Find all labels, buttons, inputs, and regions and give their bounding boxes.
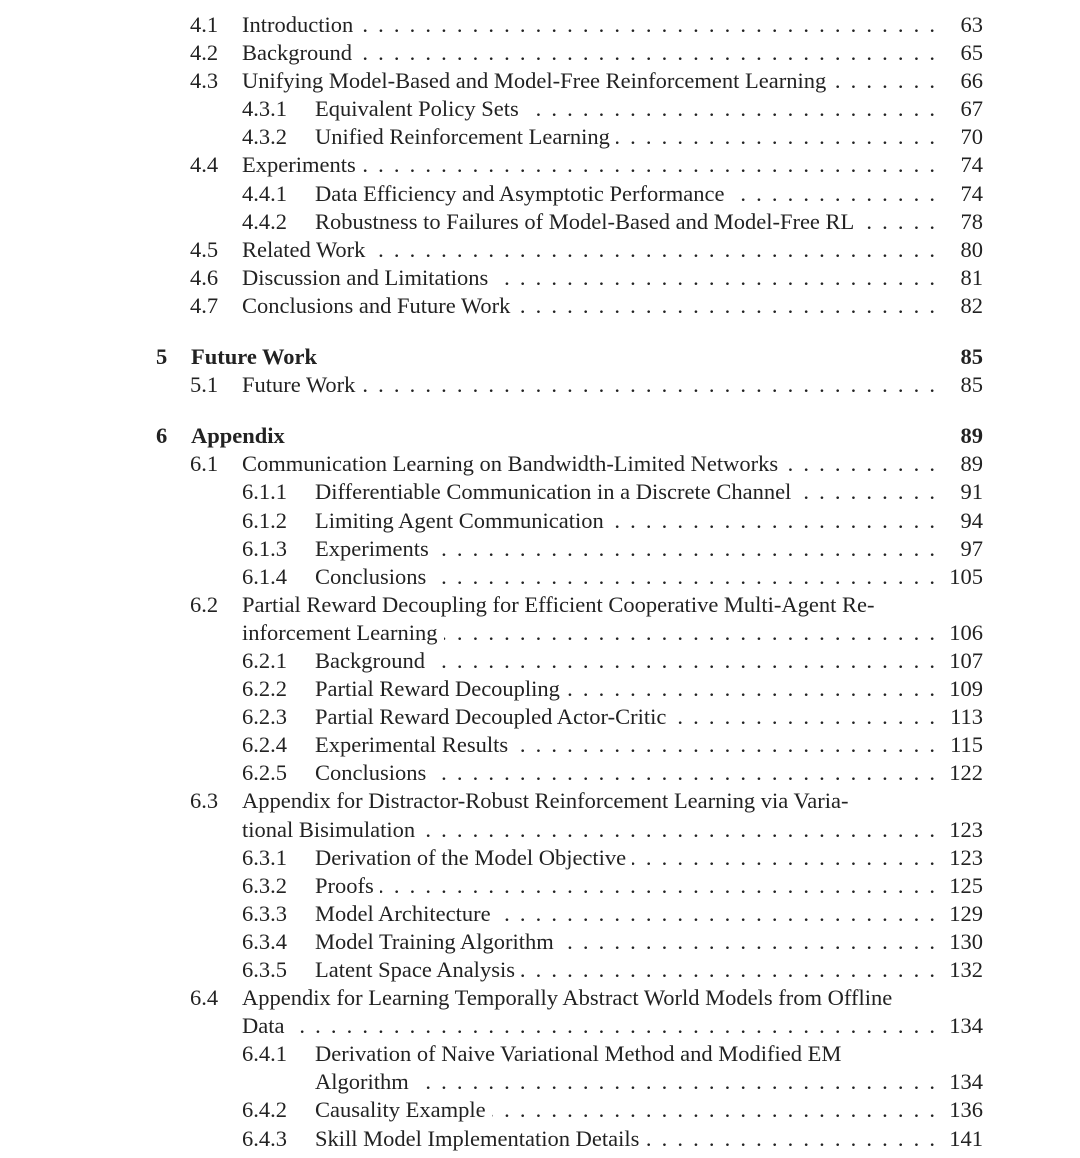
toc-subsection-entry[interactable] [0,1125,1080,1153]
toc-entry-title[interactable]: Limiting Agent Communication [315,507,604,533]
toc-entry-number: 6.1.3 [242,535,287,561]
toc-entry-title-line [315,647,935,675]
toc-entry-title-line [242,371,935,399]
toc-entry-title-line [315,1040,935,1068]
toc-entry-page[interactable]: 130 [949,928,983,954]
toc-entry-number: 4.1 [190,12,219,37]
toc-entry-number: 4.4 [190,152,219,178]
toc-subsection-entry[interactable] [0,956,1080,984]
toc-entry-number: 5.1 [190,372,219,398]
toc-entry-continuation[interactable] [0,1068,1080,1096]
toc-entry-title[interactable]: Differentiable Communication in a Discrete Channel [315,479,792,505]
toc-entry-number: 6.2.5 [242,760,287,786]
toc-section-entry[interactable] [0,39,1080,67]
toc-entry-page[interactable]: 134 [949,1013,983,1039]
toc-entry-title[interactable]: Partial Reward Decoupling [315,676,560,702]
toc-entry-number: 6.2.2 [242,676,287,702]
toc-entry-title[interactable]: Partial Reward Decoupling for Efficient Cooperative Multi-Agent Re- [242,591,875,617]
dot-leader [371,236,935,264]
toc-entry-title[interactable]: Communication Learning on Bandwidth-Limited Networks [242,451,779,477]
toc-entry-page[interactable]: 107 [949,647,983,673]
toc-section-entry[interactable] [0,264,1080,292]
toc-entry-title[interactable]: Introduction [242,12,354,37]
toc-section-entry[interactable] [0,236,1080,264]
toc-section-entry[interactable] [0,591,1080,619]
toc-entry-number: 6.4 [190,985,219,1011]
toc-section-entry[interactable] [0,11,1080,39]
toc-entry-page[interactable]: 141 [949,1125,983,1151]
toc-section-entry[interactable] [0,450,1080,478]
toc-entry-number: 6.1.2 [242,507,287,533]
toc-subsection-entry[interactable] [0,1040,1080,1068]
toc-entry-title-line [315,900,935,928]
toc-entry-page[interactable]: 85 [960,344,983,370]
toc-subsection-entry[interactable] [0,507,1080,535]
toc-subsection-entry[interactable] [0,759,1080,787]
toc-entry-title[interactable]: Robustness to Failures of Model-Based and Model-Free RL [315,208,855,234]
toc-section-entry[interactable] [0,67,1080,95]
toc-section-entry[interactable] [0,151,1080,179]
toc-entry-title-line [242,11,935,39]
toc-entry-title[interactable]: Conclusions and Future Work [242,292,511,318]
dot-leader [521,956,935,984]
toc-entry-page[interactable]: 67 [960,96,983,122]
toc-entry-title-line [315,1068,935,1096]
toc-entry-page[interactable]: 78 [960,208,983,234]
toc-entry-title-line [315,1096,935,1124]
toc-entry-title-line [315,872,935,900]
toc-entry-title-line [315,1125,935,1153]
toc-subsection-entry[interactable] [0,563,1080,591]
toc-entry-page[interactable]: 94 [960,507,983,533]
toc-entry-page[interactable]: 115 [950,732,983,758]
toc-entry-title-line [242,67,935,95]
dot-leader [415,1068,935,1096]
toc-entry-title-line [315,956,935,984]
dot-leader [359,11,935,39]
toc-entry-page[interactable]: 134 [949,1069,983,1095]
toc-section-entry[interactable] [0,984,1080,1012]
dot-leader [616,123,935,151]
toc-entry-title[interactable]: Background [315,647,425,673]
toc-entry-number: 4.4.1 [242,180,287,206]
toc-entry-title-line [242,591,935,619]
toc-entry-number: 6.4.1 [242,1041,287,1067]
toc-entry-title-continued[interactable]: tional Bisimulation [242,816,416,842]
toc-entry-number: 4.4.2 [242,208,287,234]
toc-chapter-entry[interactable] [0,422,1080,450]
toc-entry-title-continued[interactable]: Data [242,1013,285,1039]
toc-entry-title-line [191,343,983,371]
dot-leader [497,900,935,928]
toc-subsection-entry[interactable] [0,900,1080,928]
toc-entry-page[interactable]: 105 [949,563,983,589]
toc-entry-page[interactable]: 125 [949,872,983,898]
toc-subsection-entry[interactable] [0,1096,1080,1124]
toc-entry-title[interactable]: Proofs [315,872,374,898]
toc-entry-title-line [315,563,935,591]
toc-entry-page[interactable]: 74 [960,152,983,178]
toc-entry-title-line [315,208,935,236]
dot-leader [525,95,935,123]
toc-entry-number: 6.4.2 [242,1097,287,1123]
toc-entry-title[interactable]: Experiments [242,152,356,178]
dot-leader [514,731,935,759]
toc-entry-continuation[interactable] [0,619,1080,647]
toc-entry-title[interactable]: Equivalent Policy Sets [315,96,519,122]
table-of-contents [0,11,1080,1153]
toc-subsection-entry[interactable] [0,731,1080,759]
toc-entry-title[interactable]: Causality Example [315,1097,486,1123]
dot-leader [494,264,935,292]
toc-entry-title-line [242,236,935,264]
toc-entry-title-line [242,450,935,478]
dot-leader [610,507,935,535]
toc-entry-page[interactable]: 129 [949,900,983,926]
toc-entry-page[interactable]: 81 [960,264,983,290]
toc-subsection-entry[interactable] [0,180,1080,208]
dot-leader [444,619,935,647]
toc-entry-number: 6.1.4 [242,563,287,589]
toc-entry-title[interactable]: Derivation of the Model Objective [315,844,627,870]
toc-entry-page[interactable]: 74 [960,180,983,206]
toc-entry-number: 6.3 [190,788,219,814]
toc-entry-title-line [242,984,935,1012]
toc-entry-title[interactable]: Unified Reinforcement Learning [315,124,610,150]
toc-entry-number: 4.3.1 [242,96,287,122]
dot-leader [361,371,935,399]
toc-entry-title-line [315,703,935,731]
dot-leader [560,928,935,956]
toc-entry-page[interactable]: 82 [960,292,983,318]
toc-entry-title[interactable]: Unifying Model-Based and Model-Free Reinforcement Learning [242,68,827,94]
toc-entry-title-line [315,180,935,208]
toc-entry-title[interactable]: Model Training Algorithm [315,928,554,954]
toc-entry-title[interactable]: Derivation of Naive Variational Method and Modified EM [315,1041,842,1067]
dot-leader [358,39,935,67]
toc-entry-page[interactable]: 66 [960,68,983,94]
dot-leader [421,816,935,844]
toc-subsection-entry[interactable] [0,928,1080,956]
toc-entry-number: 5 [156,344,168,370]
toc-entry-title[interactable]: Background [242,40,352,66]
toc-entry-title-line [315,759,935,787]
toc-entry-title[interactable]: Conclusions [315,760,427,786]
toc-entry-page[interactable]: 122 [949,760,983,786]
toc-entry-title-line [315,844,935,872]
toc-entry-title-continued[interactable]: inforcement Learning [242,619,438,645]
dot-leader [435,535,935,563]
toc-entry-page[interactable]: 91 [960,479,983,505]
toc-entry-title-line [191,422,983,450]
dot-leader [432,563,935,591]
toc-subsection-entry[interactable] [0,123,1080,151]
dot-leader [516,292,935,320]
toc-entry-page[interactable]: 85 [960,372,983,398]
dot-leader [566,675,935,703]
toc-entry-continuation[interactable] [0,816,1080,844]
toc-entry-page[interactable]: 97 [960,535,983,561]
toc-entry-number: 6.2 [190,591,219,617]
toc-entry-title[interactable]: Data Efficiency and Asymptotic Performance [315,180,725,206]
dot-leader [730,180,935,208]
toc-entry-page[interactable]: 80 [960,236,983,262]
toc-entry-page[interactable]: 109 [949,676,983,702]
toc-entry-number: 6.3.4 [242,928,287,954]
toc-entry-number: 6.1 [190,451,219,477]
toc-section-entry[interactable] [0,787,1080,815]
toc-entry-title-line [242,264,935,292]
toc-chapter-entry[interactable] [0,343,1080,371]
toc-subsection-entry[interactable] [0,844,1080,872]
dot-leader [431,647,935,675]
toc-entry-number: 6.2.1 [242,647,287,673]
toc-entry-title[interactable]: Conclusions [315,563,427,589]
toc-entry-title-line [242,39,935,67]
toc-subsection-entry[interactable] [0,478,1080,506]
dot-leader [362,151,935,179]
toc-entry-page[interactable]: 65 [960,40,983,66]
toc-entry-title-line [315,507,935,535]
toc-entry-number: 4.3.2 [242,124,287,150]
toc-entry-continuation[interactable] [0,1012,1080,1040]
toc-subsection-entry[interactable] [0,675,1080,703]
toc-entry-page[interactable]: 70 [960,124,983,150]
toc-entry-title-line [315,478,935,506]
toc-entry-number: 6.3.1 [242,844,287,870]
toc-entry-title-line [242,151,935,179]
dot-leader [784,450,935,478]
toc-entry-page[interactable]: 136 [949,1097,983,1123]
toc-section-entry[interactable] [0,292,1080,320]
toc-entry-page[interactable]: 63 [960,12,983,37]
toc-entry-number: 6.2.3 [242,704,287,730]
toc-entry-title[interactable]: Model Architecture [315,900,491,926]
toc-entry-number: 6.3.3 [242,900,287,926]
dot-leader [672,703,935,731]
toc-entry-title-line [315,675,935,703]
toc-entry-title-line [315,95,935,123]
toc-entry-title[interactable]: Latent Space Analysis [315,957,515,982]
toc-entry-title[interactable]: Skill Model Implementation Details [315,1125,640,1151]
dot-leader [380,872,935,900]
toc-entry-title-line [315,928,935,956]
toc-entry-title-line [242,292,935,320]
toc-entry-title-line [242,1012,935,1040]
toc-entry-title-line [242,816,935,844]
toc-entry-title[interactable]: Appendix for Learning Temporally Abstract World Models from Offline [242,985,893,1011]
toc-subsection-entry[interactable] [0,703,1080,731]
toc-entry-number: 4.7 [190,292,219,318]
toc-entry-title-line [315,535,935,563]
dot-leader [290,1012,935,1040]
toc-subsection-entry[interactable] [0,872,1080,900]
toc-entry-number: 4.3 [190,68,219,94]
toc-entry-page[interactable]: 123 [949,844,983,870]
toc-entry-title-line [315,123,935,151]
toc-entry-title[interactable]: Appendix for Distractor-Robust Reinforcement Learning via Varia- [242,788,849,814]
toc-entry-number: 6 [156,423,168,449]
toc-entry-title-line [315,731,935,759]
toc-entry-title-continued[interactable]: Algorithm [315,1069,409,1095]
toc-subsection-entry[interactable] [0,95,1080,123]
toc-entry-number: 4.6 [190,264,219,290]
toc-entry-title[interactable]: Future Work [242,372,356,398]
dot-leader [860,208,935,236]
toc-entry-number: 6.3.2 [242,872,287,898]
dot-leader [832,67,935,95]
dot-leader [492,1096,935,1124]
dot-leader [432,759,935,787]
toc-entry-title[interactable]: Discussion and Limitations [242,264,489,290]
toc-subsection-entry[interactable] [0,535,1080,563]
toc-entry-page[interactable]: 113 [950,704,983,730]
toc-entry-number: 4.2 [190,40,219,66]
toc-entry-number: 6.4.3 [242,1125,287,1151]
dot-leader [797,478,935,506]
toc-section-entry[interactable] [0,371,1080,399]
toc-entry-title[interactable]: Related Work [242,236,366,262]
toc-entry-title[interactable]: Experiments [315,535,429,561]
toc-entry-title-line [242,787,935,815]
toc-entry-page[interactable]: 106 [949,619,983,645]
toc-entry-number: 6.2.4 [242,732,287,758]
dot-leader [632,844,935,872]
toc-entry-number: 6.3.5 [242,957,287,982]
toc-entry-title-line [242,619,935,647]
toc-entry-number: 6.1.1 [242,479,287,505]
dot-leader [645,1125,935,1153]
toc-entry-page[interactable]: 132 [949,957,983,982]
toc-entry-page[interactable]: 123 [949,816,983,842]
toc-subsection-entry[interactable] [0,208,1080,236]
toc-entry-page[interactable]: 89 [960,423,983,449]
toc-entry-title[interactable]: Future Work [191,344,318,370]
toc-entry-title[interactable]: Appendix [191,423,285,449]
toc-subsection-entry[interactable] [0,647,1080,675]
toc-entry-title[interactable]: Partial Reward Decoupled Actor-Critic [315,704,667,730]
toc-entry-number: 4.5 [190,236,219,262]
toc-entry-title[interactable]: Experimental Results [315,732,509,758]
toc-entry-page[interactable]: 89 [960,451,983,477]
